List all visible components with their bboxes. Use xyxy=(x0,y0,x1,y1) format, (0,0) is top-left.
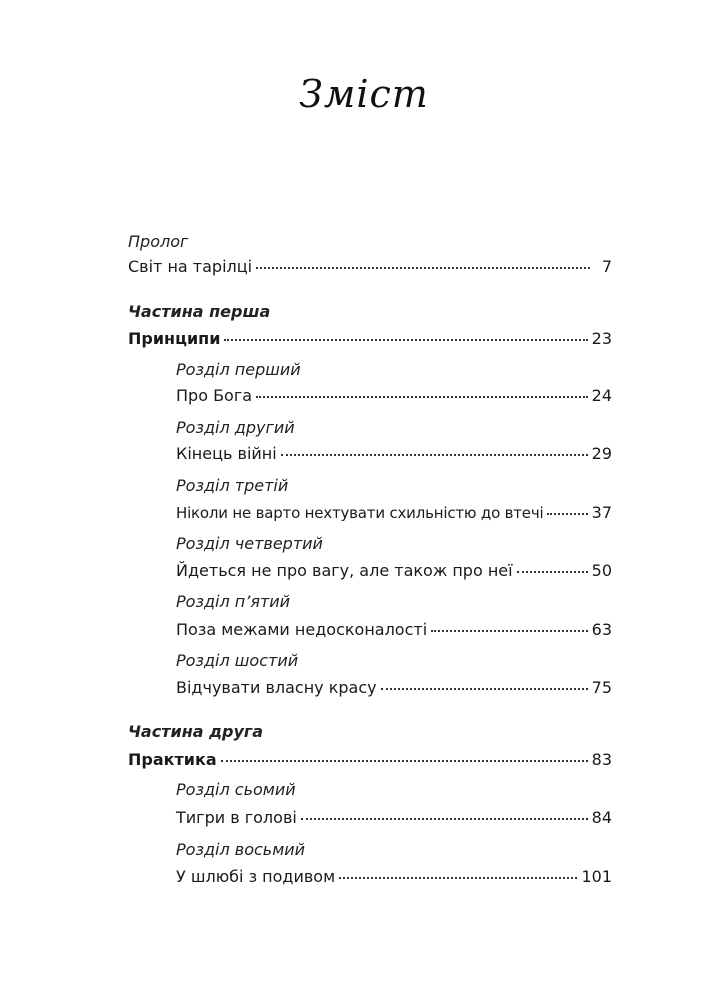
dot-leader xyxy=(221,759,588,762)
part1-heading: Частина перша xyxy=(128,302,271,321)
toc-entry-part2[interactable] xyxy=(128,750,612,769)
dot-leader xyxy=(339,876,577,879)
entry-title: Кінець війні xyxy=(176,444,277,463)
page-number: 75 xyxy=(591,678,612,697)
chapter-heading: Розділ четвертий xyxy=(176,534,323,553)
dot-leader xyxy=(517,570,588,573)
toc-entry-chapter-8[interactable] xyxy=(176,867,612,886)
page-number: 7 xyxy=(601,257,612,276)
entry-title: Йдеться не про вагу, але також про неї xyxy=(176,561,513,580)
dot-leader xyxy=(547,512,587,515)
dot-leader xyxy=(281,453,588,456)
chapter-heading: Розділ шостий xyxy=(176,651,299,670)
toc-entry-chapter-6[interactable] xyxy=(176,678,612,697)
chapter-heading: Розділ сьомий xyxy=(176,780,296,799)
entry-title: Відчувати власну красу xyxy=(176,678,377,697)
toc-entry-chapter-7[interactable] xyxy=(176,808,612,827)
prologue-heading: Пролог xyxy=(128,232,189,251)
chapter-heading: Розділ перший xyxy=(176,360,301,379)
toc-entry-prologue[interactable] xyxy=(128,257,612,276)
dot-leader xyxy=(301,817,588,820)
page-number: 24 xyxy=(591,386,612,405)
dot-leader xyxy=(224,338,587,341)
entry-title: У шлюбі з подивом xyxy=(176,867,336,886)
page-number: 50 xyxy=(591,561,612,580)
page-number: 37 xyxy=(591,503,612,522)
chapter-heading: Розділ третій xyxy=(176,476,289,495)
entry-title: Практика xyxy=(128,750,217,769)
entry-title: Поза межами недосконалості xyxy=(176,620,428,639)
entry-title: Ніколи не варто нехтувати схильністю до втечі xyxy=(176,504,544,522)
chapter-heading: Розділ восьмий xyxy=(176,840,306,859)
toc-entry-part1[interactable] xyxy=(128,329,612,348)
toc-entry-chapter-1[interactable] xyxy=(176,386,612,405)
dot-leader xyxy=(431,629,587,632)
chapter-heading: Розділ другий xyxy=(176,418,295,437)
entry-title: Тигри в голові xyxy=(176,808,297,827)
page-number: 84 xyxy=(591,808,612,827)
entry-title: Принципи xyxy=(128,329,221,348)
toc-entry-chapter-5[interactable] xyxy=(176,620,612,639)
toc-entry-chapter-3[interactable] xyxy=(176,503,612,522)
chapter-heading: Розділ п’ятий xyxy=(176,592,291,611)
toc-entry-chapter-2[interactable] xyxy=(176,444,612,463)
toc-entry-chapter-4[interactable] xyxy=(176,561,612,580)
part2-heading: Частина друга xyxy=(128,722,264,741)
dot-leader xyxy=(256,395,588,398)
dot-leader xyxy=(256,266,590,269)
page-number: 23 xyxy=(591,329,612,348)
page-number: 63 xyxy=(591,620,612,639)
page-number: 29 xyxy=(591,444,612,463)
entry-title: Світ на тарілці xyxy=(128,257,253,276)
page-number: 83 xyxy=(591,750,612,769)
dot-leader xyxy=(381,687,588,690)
page-number: 101 xyxy=(581,867,612,886)
entry-title: Про Бога xyxy=(176,386,253,405)
page-title: Зміст xyxy=(299,72,429,116)
